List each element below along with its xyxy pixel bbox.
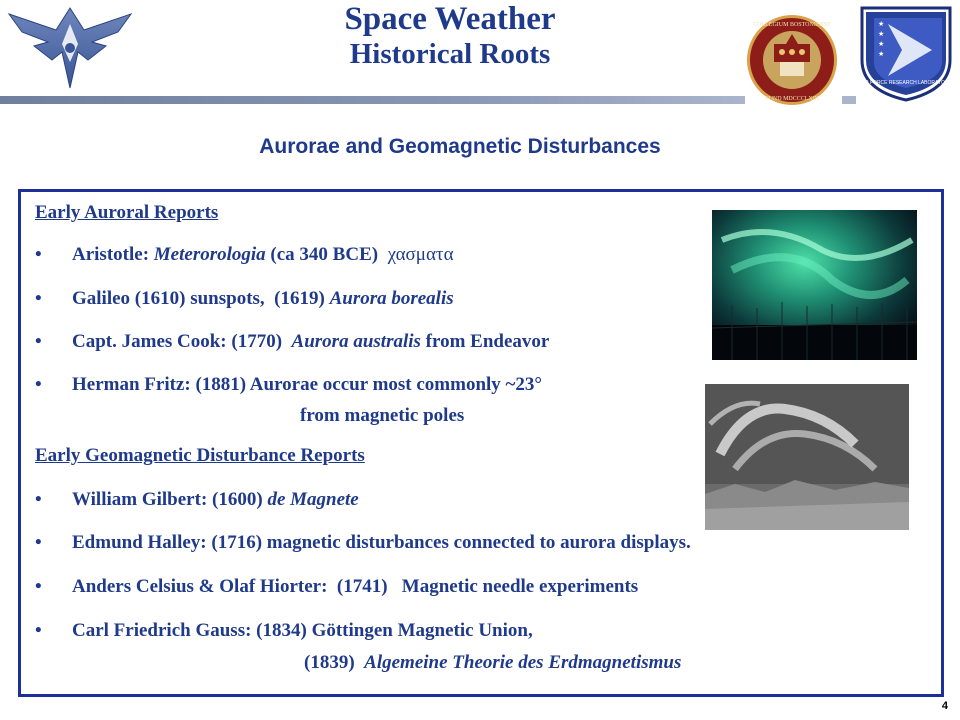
slide-subtitle-heading: Historical Roots <box>349 38 551 70</box>
list-item: • Edmund Halley: (1716) magnetic disturbances connected to aurora displays. <box>35 532 691 553</box>
slide-title-block <box>270 0 630 71</box>
header-divider <box>0 96 745 104</box>
svg-text:★: ★ <box>878 20 885 28</box>
section-title: Aurorae and Geomagnetic Disturbances <box>259 135 661 158</box>
aurora-engraving <box>705 384 909 530</box>
afrl-shield-logo <box>858 2 954 102</box>
aurora-photo <box>712 210 917 360</box>
svg-text:COLLEGIUM BOSTONIENSE: COLLEGIUM BOSTONIENSE <box>753 22 831 28</box>
list-item: • Herman Fritz: (1881) Aurorae occur most commonly ~23° <box>35 374 543 395</box>
greek-text: χασματα <box>387 244 454 265</box>
list-item: • Galileo (1610) sunspots, (1619) Aurora borealis <box>35 288 454 309</box>
boston-college-seal <box>746 14 838 106</box>
list-item: • Carl Friedrich Gauss: (1834) Göttingen Magnetic Union, <box>35 620 533 641</box>
list-item: • Capt. James Cook: (1770) Aurora australis from Endeavor <box>35 331 550 352</box>
header-divider-right <box>842 96 856 104</box>
svg-text:★: ★ <box>878 40 885 48</box>
section-heading-geomagnetic: Early Geomagnetic Disturbance Reports <box>35 445 365 466</box>
bullet-icon: • <box>35 244 42 265</box>
bullet-icon: • <box>35 489 42 510</box>
list-item-continuation: (1839) Algemeine Theorie des Erdmagnetismus <box>304 652 682 673</box>
list-item: • William Gilbert: (1600) de Magnete <box>35 489 359 510</box>
list-item: • Anders Celsius & Olaf Hiorter: (1741) Magnetic needle experiments <box>35 576 639 597</box>
list-item: • Aristotle: Meterorologia (ca 340 BCE) χασματα <box>35 244 454 265</box>
svg-text:★: ★ <box>878 30 885 38</box>
section-heading-auroral: Early Auroral Reports <box>35 202 219 223</box>
svg-text:★: ★ <box>878 50 885 58</box>
bullet-icon: • <box>35 576 42 597</box>
bullet-icon: • <box>35 374 42 395</box>
bullet-icon: • <box>35 620 42 641</box>
svg-text:FUND MDCCCLXIII: FUND MDCCCLXIII <box>765 96 819 102</box>
slide-title: Space Weather <box>344 1 556 37</box>
svg-text:AIR FORCE RESEARCH LABORATORY: AIR FORCE RESEARCH LABORATORY <box>860 80 952 86</box>
page-number: 4 <box>941 700 948 712</box>
bullet-icon: • <box>35 532 42 553</box>
bullet-icon: • <box>35 331 42 352</box>
bullet-icon: • <box>35 288 42 309</box>
air-force-wings-logo <box>6 2 134 90</box>
list-item-continuation: from magnetic poles <box>300 405 465 426</box>
